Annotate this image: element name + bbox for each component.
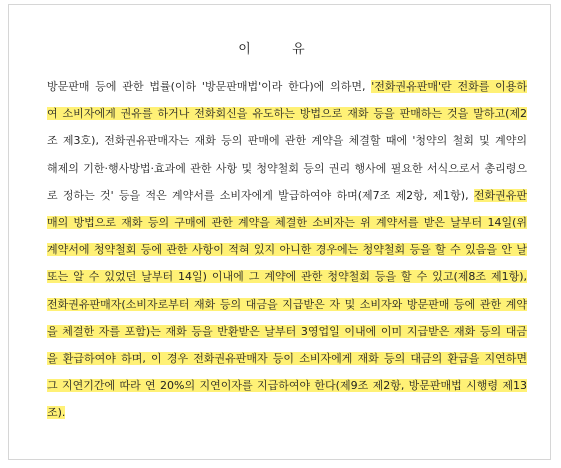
text-line — [47, 318, 527, 345]
text-highlight: 을 환급하여야 하며, 이 경우 전화권유판매자 등이 소비자에게 재화 등의 대금의 환급을 지연하면 — [47, 351, 527, 365]
text-line — [47, 263, 527, 290]
text-highlight: 전화권유판 — [473, 188, 527, 202]
text-line — [47, 291, 527, 318]
text-line — [47, 155, 527, 182]
text-line — [47, 73, 527, 100]
text-line — [47, 182, 527, 209]
text-line — [47, 236, 527, 263]
text-highlight: 전화권유판매자(소비자로부터 재화 등의 대금을 지급받은 자 및 소비자와 방문판매 등에 관한 계약 — [47, 297, 527, 311]
text-line — [47, 100, 527, 127]
text-highlight: 여 소비자에게 권유를 하거나 전화회신을 유도하는 방법으로 재화 등을 판매하는 것을 말하고(제2 — [47, 107, 527, 121]
document-title: 이 유 — [238, 42, 305, 57]
text-line — [47, 209, 527, 236]
text-highlight: 그 지연기간에 따라 연 20%의 지연이자를 지급하여야 한다(제9조 제2항, 방문판매법 시행령 제13 — [47, 379, 527, 393]
text-line — [47, 372, 527, 399]
text-plain: 방문판매 등에 관한 법률(이하 '방문판매법'이라 한다)에 의하면, — [47, 80, 372, 93]
document-frame — [8, 4, 551, 460]
text-highlight: 계약서에 청약철회 등에 관한 사항이 적혀 있지 아니한 경우에는 청약철회 등을 할 수 있음을 안 날 — [47, 243, 527, 257]
text-highlight: '전화권유판매'란 전화를 이용하 — [371, 80, 527, 93]
text-line — [47, 345, 527, 372]
text-plain: 조 제3호), 전화권유판매자는 재화 등의 판매에 관한 계약을 체결할 때에 '청약의 철회 및 계약의 — [47, 134, 527, 148]
text-plain: 해제의 기한·행사방법·효과에 관한 사항 및 청약철회 등의 권리 행사에 필요한 서식으로서 총리령으 — [47, 161, 527, 175]
text-highlight: 을 체결한 자를 포함)는 재화 등을 반환받은 날부터 3영업일 이내에 이미 지급받은 재화 등의 대금 — [47, 324, 527, 338]
text-highlight: 매의 방법으로 재화 등의 구매에 관한 계약을 체결한 소비자는 위 계약서를 받은 날부터 14일(위 — [47, 215, 527, 229]
text-plain: 로 정하는 것' 등을 적은 계약서를 소비자에게 발급하여야 하며(제7조 제2항, 제1항), — [47, 188, 474, 202]
text-highlight: 또는 알 수 있었던 날부터 14일) 이내에 그 계약에 관한 청약철회 등을 할 수 있고(제8조 제1항), — [47, 270, 527, 284]
body-paragraph — [47, 73, 527, 426]
text-highlight: 조). — [47, 406, 66, 420]
text-line — [47, 127, 527, 154]
text-line — [47, 399, 527, 426]
